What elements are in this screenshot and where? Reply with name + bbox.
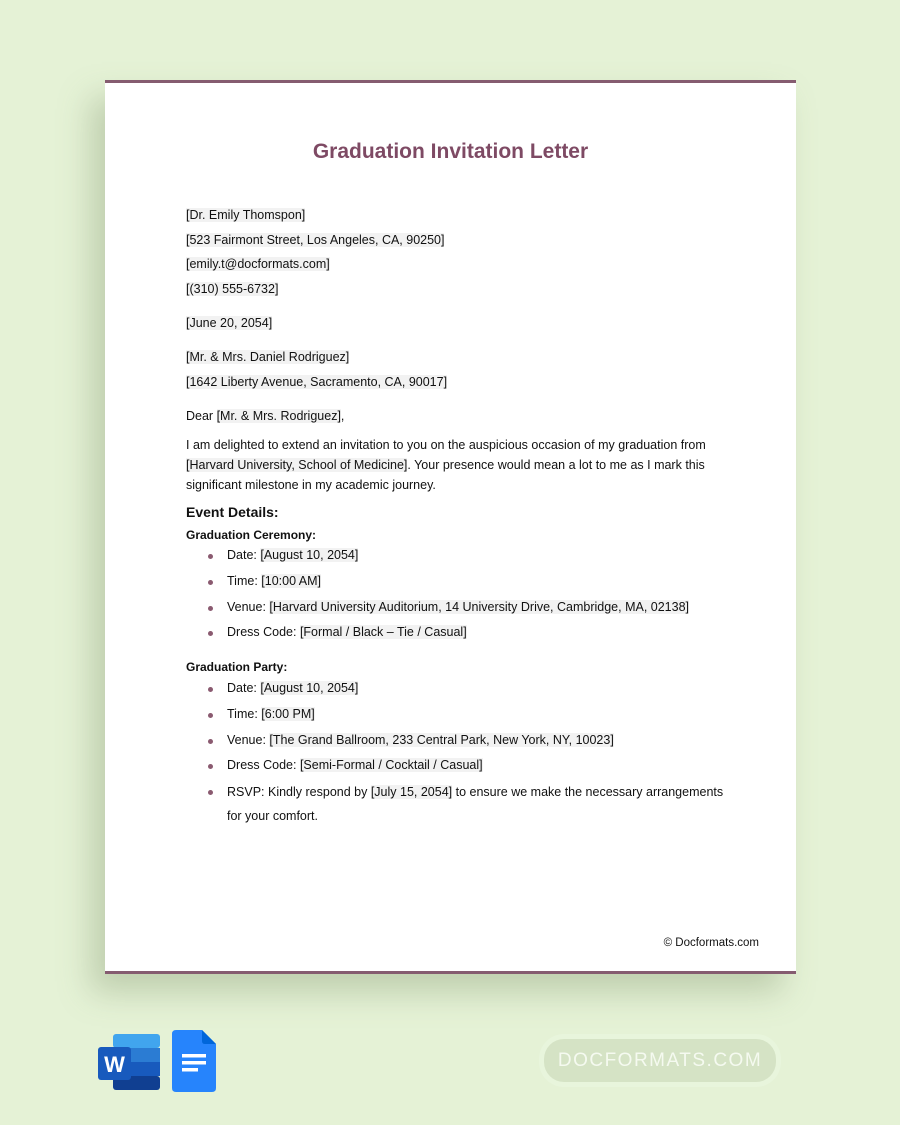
sender-name: [Dr. Emily Thomspon] (186, 208, 306, 222)
document-title: Graduation Invitation Letter (312, 140, 589, 163)
ceremony-date: Date: [August 10, 2054] (227, 548, 359, 562)
ceremony-heading: Graduation Ceremony: (186, 528, 317, 542)
ceremony-venue: Venue: [Harvard University Auditorium, 14 University Drive, Cambridge, MA, 02138] (227, 600, 690, 614)
party-venue: Venue: [The Grand Ballroom, 233 Central Park, New York, NY, 10023] (227, 733, 614, 747)
sender-email: [emily.t@docformats.com] (186, 257, 330, 271)
bullet-icon (208, 764, 213, 769)
copyright-notice: © Docformats.com (663, 937, 759, 949)
bullet-icon (208, 554, 213, 559)
event-details-heading: Event Details: (186, 504, 279, 520)
party-rsvp: RSVP: Kindly respond by [July 15, 2054] to ensure we make the necessary arrangements for your comfort. (227, 785, 724, 823)
microsoft-word-icon (98, 1033, 161, 1091)
bullet-icon (208, 606, 213, 611)
letter-date: [June 20, 2054] (186, 316, 273, 330)
bullet-icon (208, 713, 213, 718)
bullet-icon (208, 580, 213, 585)
bullet-icon (208, 687, 213, 692)
ceremony-time: Time: [10:00 AM] (227, 574, 322, 588)
party-time: Time: [6:00 PM] (227, 707, 315, 721)
svg-text:W: W (104, 1052, 125, 1077)
party-heading: Graduation Party: (186, 660, 288, 674)
google-docs-icon (172, 1030, 216, 1092)
party-dress-code: Dress Code: [Semi-Formal / Cocktail / Casual] (227, 758, 483, 772)
brand-badge: DOCFORMATS.COM (544, 1039, 776, 1082)
party-date: Date: [August 10, 2054] (227, 681, 359, 695)
document-page (105, 80, 796, 974)
salutation: Dear [Mr. & Mrs. Rodriguez], (186, 409, 345, 423)
bullet-icon (208, 790, 213, 795)
recipient-name: [Mr. & Mrs. Daniel Rodriguez] (186, 350, 350, 364)
bullet-icon (208, 631, 213, 636)
body-paragraph: I am delighted to extend an invitation to you on the auspicious occasion of my graduation from [Harvard University, School of Medicine]. Your presence would mean a lot to me as I mark this significant milestone in my academic journey. (186, 438, 706, 492)
sender-phone: [(310) 555-6732] (186, 282, 279, 296)
sender-address: [523 Fairmont Street, Los Angeles, CA, 90250] (186, 233, 445, 247)
ceremony-dress-code: Dress Code: [Formal / Black – Tie / Casual] (227, 625, 467, 639)
recipient-address: [1642 Liberty Avenue, Sacramento, CA, 90017] (186, 375, 448, 389)
bullet-icon (208, 739, 213, 744)
